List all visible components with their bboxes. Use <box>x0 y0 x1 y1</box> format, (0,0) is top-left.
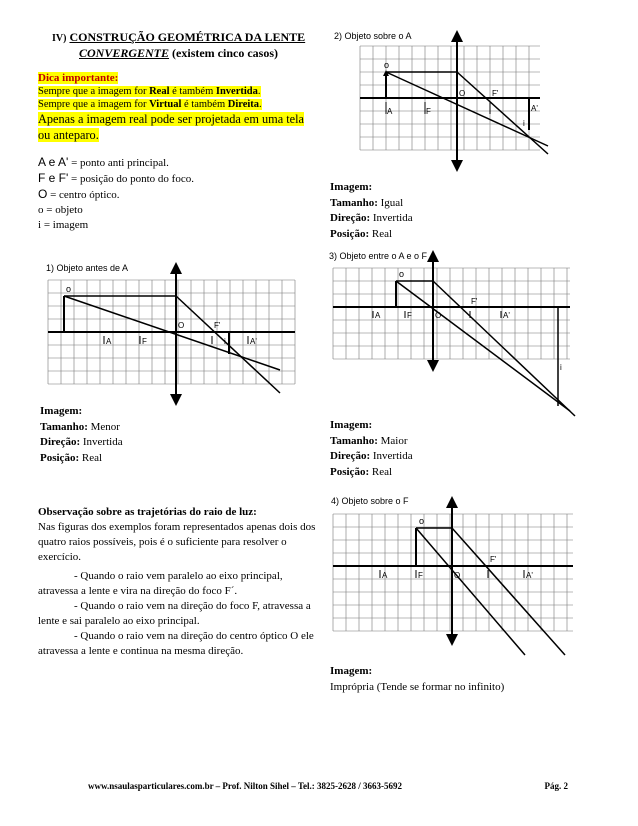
label-center: O <box>178 321 185 330</box>
label-f-prime: F' <box>471 297 478 306</box>
diagram-title: 3) Objeto entre o A e o F <box>329 251 428 261</box>
tip-line-projection: Apenas a imagem real pode ser projetada em uma tela ou anteparo. <box>38 112 304 142</box>
title-subtitle: (existem cinco casos) <box>172 46 278 60</box>
label-a: A <box>382 571 388 580</box>
label-image: i <box>523 119 525 128</box>
caption-case4: Imagem: Imprópria (Tende se formar no infinito) <box>330 665 505 693</box>
diagram-case4 <box>325 490 575 660</box>
label-f: F <box>418 571 423 580</box>
label-f-prime: F' <box>490 555 497 564</box>
label-image: i <box>560 363 562 372</box>
caption-case3: Imagem: Tamanho: Maior Direção: Invertida Posição: Real <box>330 419 413 478</box>
tip-box <box>38 72 314 143</box>
diagram-case3 <box>325 246 580 421</box>
page-number: Pág. 2 <box>544 781 568 791</box>
observation-item: - Quando o raio vem na direção do foco F, atravessa a lente e sai paralelo ao eixo principal. <box>38 600 311 627</box>
label-object: o <box>384 60 390 70</box>
definition-item: F e F' = posição do ponto do foco. <box>38 171 194 185</box>
tip-line-virtual: Sempre que a imagem for Virtual é também Direita. <box>38 99 262 110</box>
label-a: A <box>106 337 112 346</box>
label-object: o <box>66 284 72 294</box>
label-f: F <box>142 337 147 346</box>
label-a: A <box>387 107 393 116</box>
observation-block <box>38 505 321 659</box>
observation-intro: Nas figuras dos exemplos foram representados apenas dois dos quatro raios possíveis, pois é o suficiente para resolver o exercício. <box>38 521 316 563</box>
label-f: F <box>426 107 431 116</box>
section-number: IV) <box>52 33 67 44</box>
label-image: i <box>224 337 226 346</box>
footer-contact: www.nsaulasparticulares.com.br – Prof. Nilton Sihel – Tel.: 3825-2628 / 3663-5692 <box>88 781 403 791</box>
definition-item: A e A' = ponto anti principal. <box>38 155 169 169</box>
definitions-list <box>38 155 328 233</box>
observation-heading: Observação sobre as trajetórias do raio de luz: <box>38 506 257 518</box>
diagram-case1 <box>40 258 300 408</box>
tip-line-real: Sempre que a imagem for Real é também Invertida. <box>38 86 261 97</box>
footer <box>88 781 568 791</box>
caption-case1: Imagem: Tamanho: Menor Direção: Invertida Posição: Real <box>40 405 123 464</box>
title-line2: CONVERGENTE <box>79 46 170 60</box>
definition-item: O = centro óptico. <box>38 187 120 201</box>
label-center: O <box>435 311 442 320</box>
label-a-prime: A' <box>526 571 533 580</box>
title-line1: CONSTRUÇÃO GEOMÉTRICA DA LENTE <box>69 30 306 44</box>
label-a-prime: A' <box>531 104 538 113</box>
caption-case2: Imagem: Tamanho: Igual Direção: Invertida Posição: Real <box>330 181 413 240</box>
label-object: o <box>419 516 425 526</box>
label-f-prime: F' <box>492 89 499 98</box>
definition-item: o = objeto <box>38 204 83 216</box>
label-a-prime: A' <box>250 337 257 346</box>
label-a-prime: A' <box>503 311 510 320</box>
page-title <box>52 30 305 61</box>
label-center: O <box>454 571 461 580</box>
label-f-prime: F' <box>214 321 221 330</box>
tip-heading: Dica importante: <box>38 72 119 84</box>
observation-item: - Quando o raio vem na direção do centro óptico O ele atravessa a lente e continua na mesma direção. <box>38 630 314 657</box>
observation-item: - Quando o raio vem paralelo ao eixo principal, atravessa a lente e vira na direção do foco F´. <box>38 570 283 597</box>
label-object: o <box>399 269 405 279</box>
diagram-title: 1) Objeto antes de A <box>46 263 129 273</box>
diagram-title: 2) Objeto sobre o A <box>334 31 412 41</box>
label-a: A <box>375 311 381 320</box>
diagram-title: 4) Objeto sobre o F <box>331 496 409 506</box>
diagram-case2 <box>330 26 555 176</box>
label-f: F <box>407 311 412 320</box>
label-center: O <box>459 89 466 98</box>
definition-item: i = imagem <box>38 219 89 231</box>
